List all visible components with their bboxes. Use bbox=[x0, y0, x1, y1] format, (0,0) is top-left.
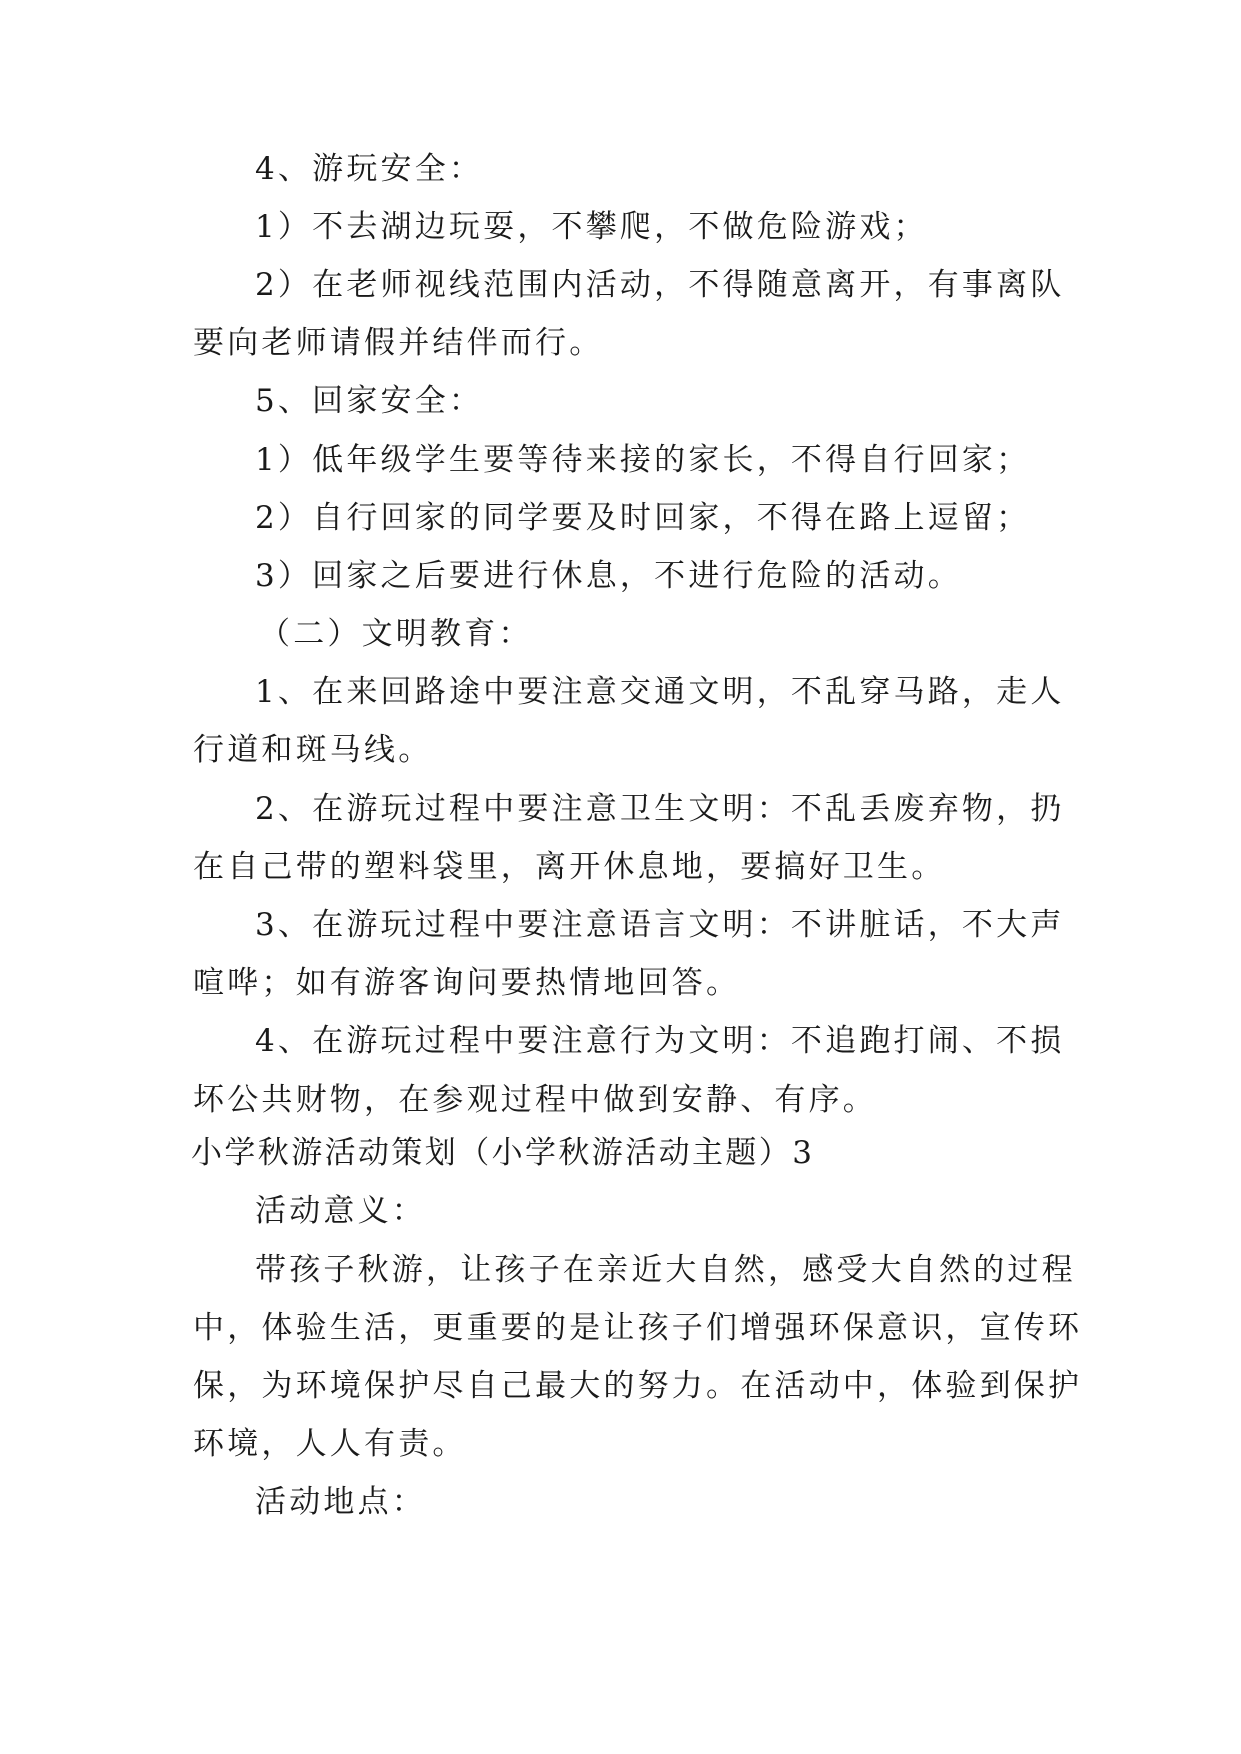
paragraph-line: 要向老师请假并结伴而行。 bbox=[193, 325, 604, 361]
paragraph-line: 行道和斑马线。 bbox=[193, 732, 433, 768]
paragraph-line: 坏公共财物，在参观过程中做到安静、有序。 bbox=[193, 1082, 877, 1118]
paragraph-line: 3、在游玩过程中要注意语言文明：不讲脏话，不大声 bbox=[255, 907, 1065, 943]
paragraph-line: 2）自行回家的同学要及时回家，不得在路上逗留； bbox=[255, 500, 1031, 536]
paragraph-line: 保，为环境保护尽自己最大的努力。在活动中，体验到保护 bbox=[193, 1368, 1083, 1404]
paragraph-line: 1、在来回路途中要注意交通文明，不乱穿马路，走人 bbox=[255, 674, 1065, 710]
paragraph-line: 喧哗；如有游客询问要热情地回答。 bbox=[193, 965, 741, 1001]
paragraph-line: 4、在游玩过程中要注意行为文明：不追跑打闹、不损 bbox=[255, 1023, 1065, 1059]
subheading: 活动地点： bbox=[255, 1484, 426, 1520]
subheading: 活动意义： bbox=[255, 1193, 426, 1229]
paragraph-line: 带孩子秋游，让孩子在亲近大自然，感受大自然的过程 bbox=[255, 1252, 1076, 1288]
section-heading: （二）文明教育： bbox=[259, 616, 533, 652]
paragraph-line: 1）低年级学生要等待来接的家长，不得自行回家； bbox=[255, 442, 1031, 478]
paragraph-line: 中，体验生活，更重要的是让孩子们增强环保意识，宣传环 bbox=[193, 1310, 1083, 1346]
paragraph-line: 2）在老师视线范围内活动，不得随意离开，有事离队 bbox=[255, 267, 1065, 303]
paragraph-line: 2、在游玩过程中要注意卫生文明：不乱丢废弃物，扔 bbox=[255, 791, 1065, 827]
article-title: 小学秋游活动策划（小学秋游活动主题）3 bbox=[191, 1135, 815, 1171]
paragraph-line: 1）不去湖边玩耍，不攀爬，不做危险游戏； bbox=[255, 209, 928, 245]
paragraph-line: 环境，人人有责。 bbox=[193, 1426, 467, 1462]
paragraph-line: 5、回家安全： bbox=[255, 383, 484, 419]
paragraph-line: 在自己带的塑料袋里，离开休息地，要搞好卫生。 bbox=[193, 849, 946, 885]
paragraph-line: 4、游玩安全： bbox=[255, 151, 484, 187]
paragraph-line: 3）回家之后要进行休息，不进行危险的活动。 bbox=[255, 558, 962, 594]
